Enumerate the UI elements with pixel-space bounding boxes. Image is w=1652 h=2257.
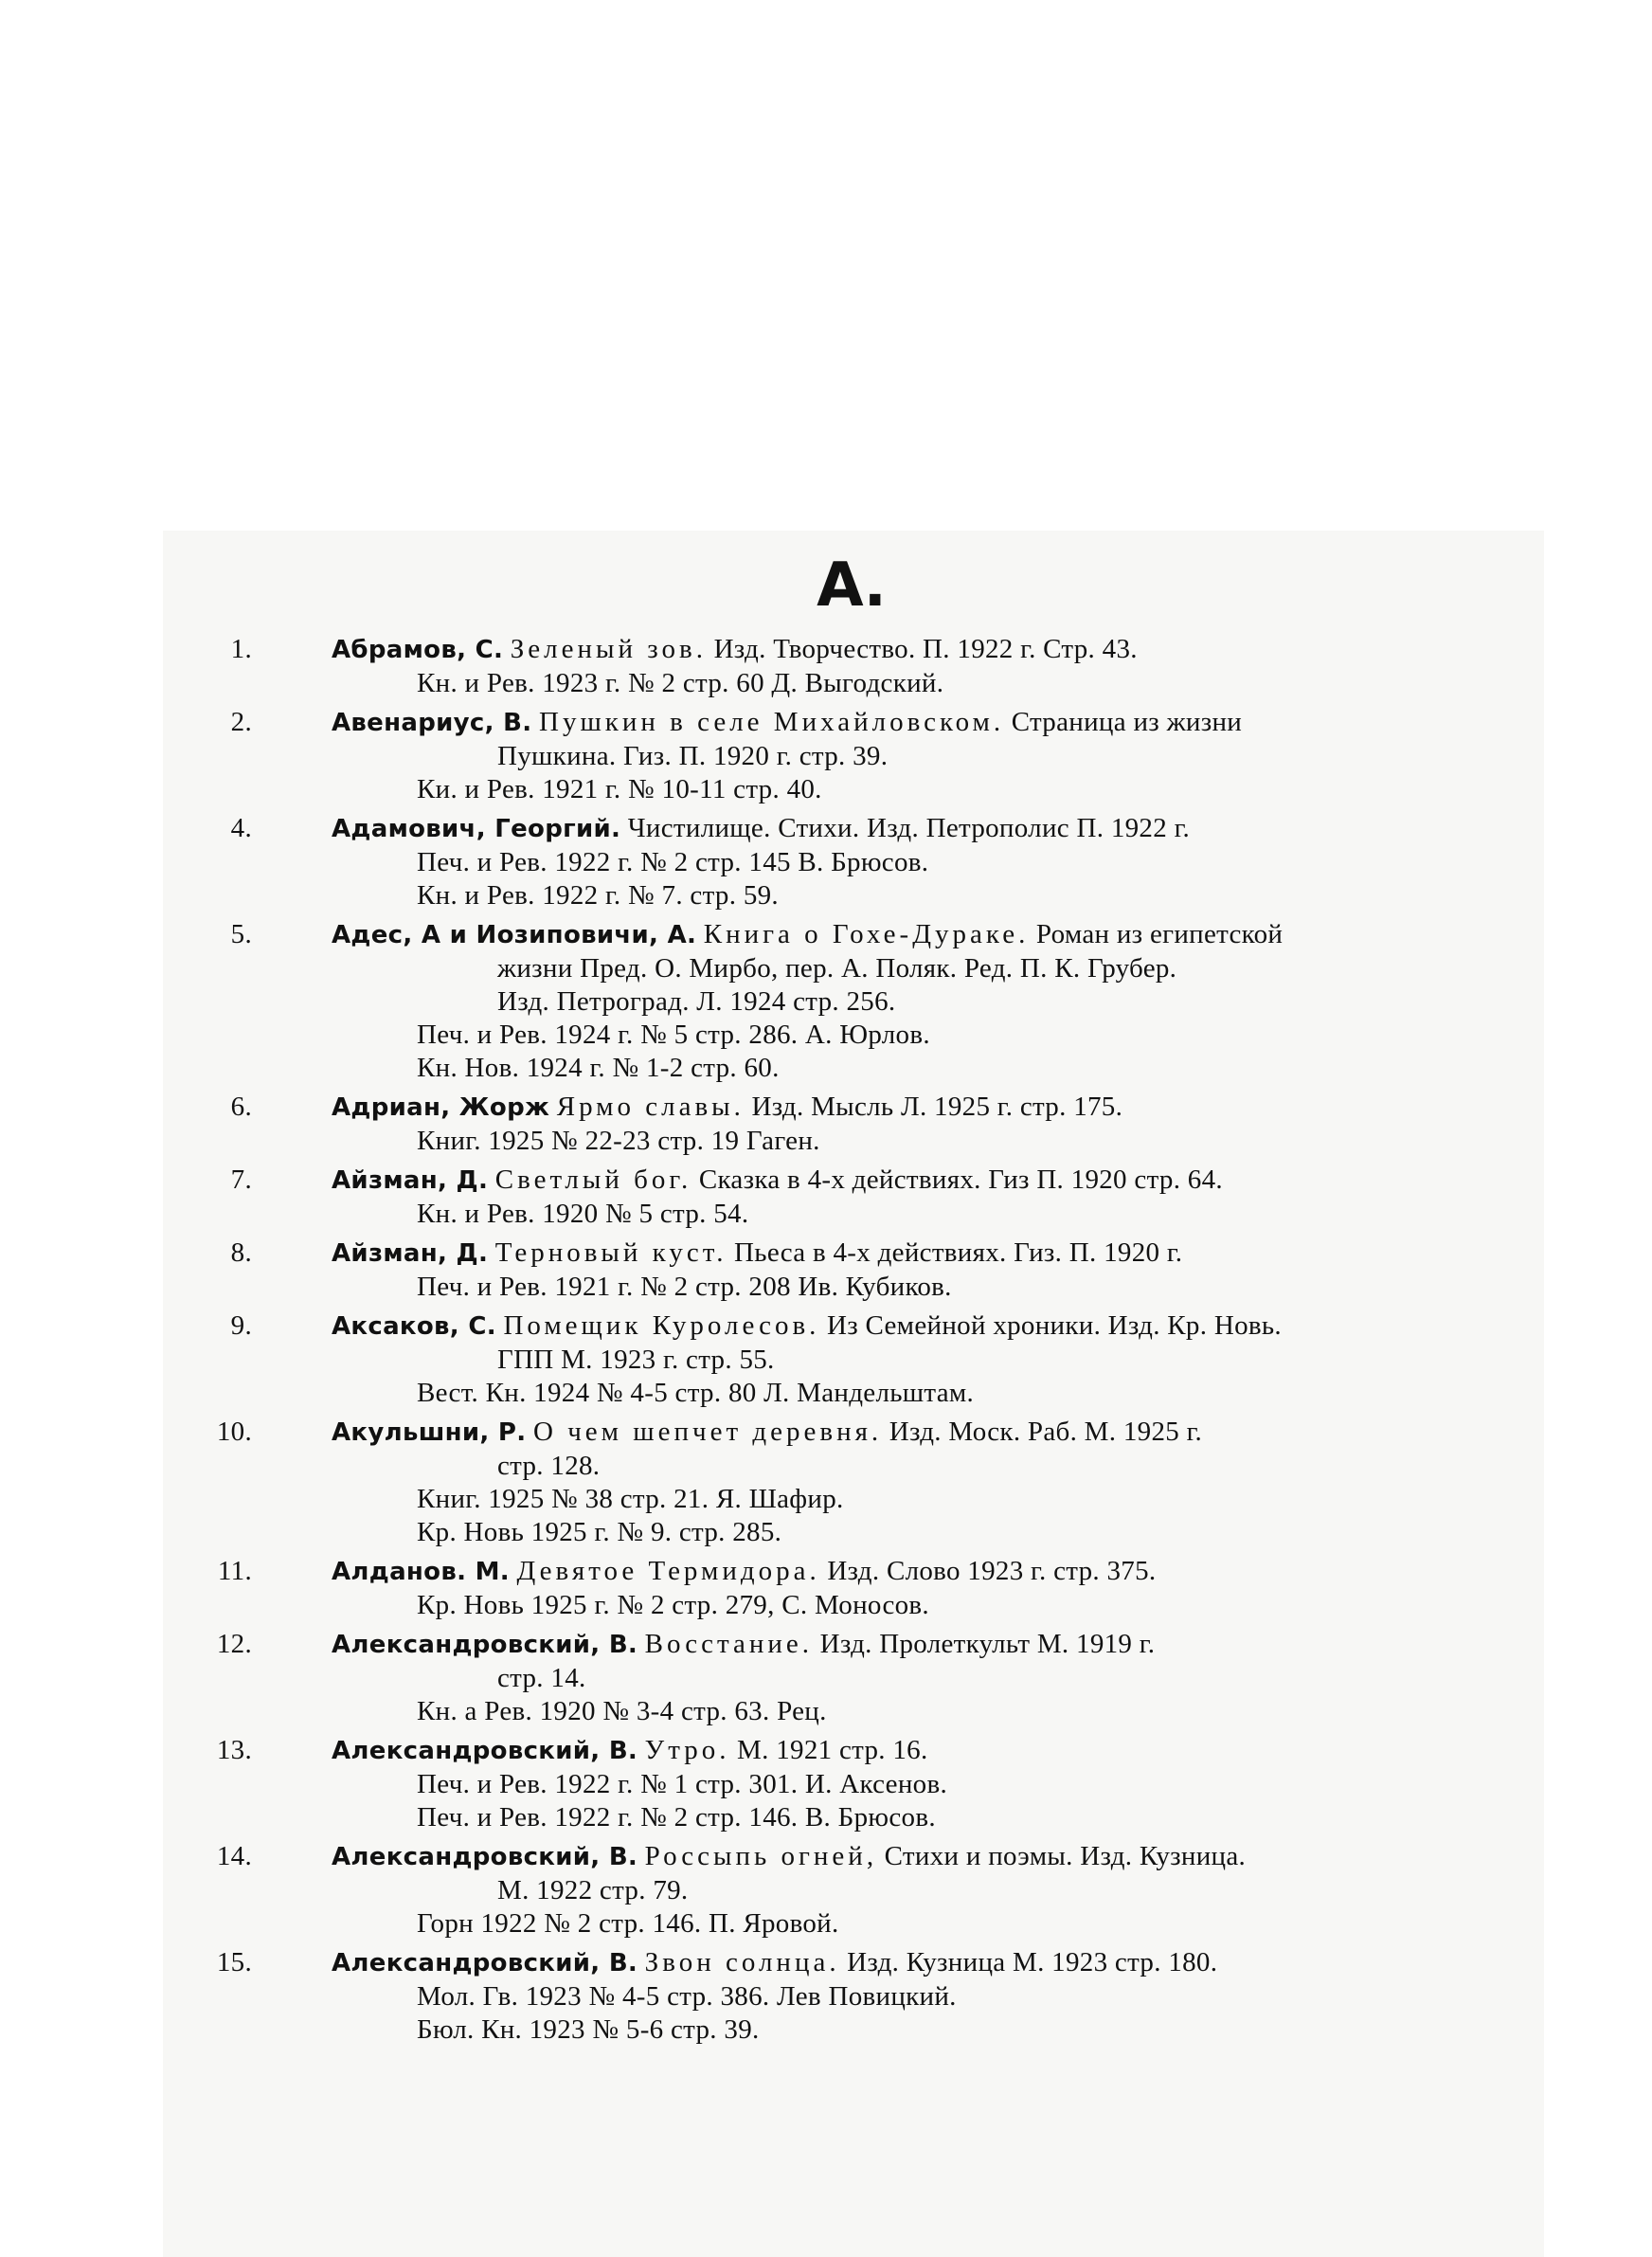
bibliography-entry (216, 1840, 1449, 1941)
entry-title: Книга о Гохе-Дураке. (703, 919, 1030, 949)
entry-continuation: жизни Пред. О. Мирбо, пер. А. Поляк. Ред. П. К. Грубер. (497, 953, 1177, 984)
entry-title: Ярмо славы. (556, 1092, 745, 1122)
entry-publication: Изд. Пролеткульт М. 1919 г. (819, 1629, 1156, 1659)
bibliography-entry (216, 1416, 1449, 1549)
entry-review: Печ. и Рев. 1922 г. № 1 стр. 301. И. Аксенов. (417, 1769, 948, 1799)
entry-publication: Сказка в 4-х действиях. Гиз П. 1920 стр. 64. (698, 1165, 1223, 1195)
entry-author: Александровский, В. (332, 1631, 638, 1659)
entry-number: 14. (216, 1841, 252, 1871)
entry-review: Кн. а Рев. 1920 № 3-4 стр. 63. Рец. (417, 1696, 827, 1726)
entry-review: Кн. Нов. 1924 г. № 1-2 стр. 60. (417, 1053, 780, 1083)
entry-number: 2. (230, 707, 252, 737)
entry-review: Кр. Новь 1925 г. № 9. стр. 285. (417, 1517, 782, 1547)
entry-title: Зеленый зов. (510, 634, 707, 664)
entry-author: Айзман, Д. (332, 1166, 489, 1195)
bibliography-entry (216, 1628, 1449, 1728)
entry-title: Восстание. (644, 1629, 814, 1659)
entry-main-line (230, 1237, 1449, 1271)
entry-main-line (217, 1555, 1449, 1589)
entry-author: Адриан, Жорж (332, 1093, 550, 1122)
entry-title: Утро. (644, 1735, 730, 1765)
entry-title: Помещик Куролесов. (503, 1310, 820, 1341)
entry-number: 1. (230, 634, 252, 664)
entry-publication: Роман из египетской (1035, 919, 1284, 949)
entry-number: 9. (230, 1310, 252, 1341)
entry-author: Абрамов, С. (332, 636, 504, 664)
entry-author: Алданов. М. (332, 1558, 510, 1586)
entry-title: Пушкин в селе Михайловском. (539, 707, 1005, 737)
entry-review: Вест. Кн. 1924 № 4-5 стр. 80 Л. Мандельштам. (417, 1378, 975, 1408)
entry-main-line (230, 1164, 1449, 1198)
entry-title: Девятое Термидора. (516, 1556, 820, 1586)
entry-review: Бюл. Кн. 1923 № 5-6 стр. 39. (417, 2014, 760, 2045)
entry-review: Горн 1922 № 2 стр. 146. П. Яровой. (417, 1908, 839, 1939)
entry-review: Печ. и Рев. 1922 г. № 2 стр. 145 В. Брюсов. (417, 847, 929, 877)
entry-main-line (230, 633, 1449, 667)
entry-number: 4. (230, 813, 252, 843)
entry-continuation: М. 1922 стр. 79. (497, 1875, 689, 1905)
bibliography-entry (230, 1237, 1449, 1304)
entry-publication: Изд. Моск. Раб. М. 1925 г. (889, 1417, 1203, 1447)
entry-review: Кн. и Рев. 1920 № 5 стр. 54. (417, 1199, 749, 1229)
entry-publication: Изд. Слово 1923 г. стр. 375. (827, 1556, 1157, 1586)
bibliography-entry (216, 1946, 1449, 2047)
entry-title: Звон солнца. (644, 1947, 840, 1977)
entry-author: Александровский, В. (332, 1843, 638, 1871)
entry-author: Адамович, Георгий. (332, 815, 621, 843)
bibliography-entry (217, 1555, 1449, 1622)
entry-continuation: Пушкина. Гиз. П. 1920 г. стр. 39. (497, 741, 889, 771)
bibliography-entry (230, 633, 1449, 700)
bibliography-entry (216, 1734, 1449, 1834)
entry-title: Светлый бог. (494, 1165, 692, 1195)
entries-list (216, 633, 1449, 2052)
entry-title: О чем шепчет деревня. (533, 1417, 883, 1447)
entry-review: Мол. Гв. 1923 № 4-5 стр. 386. Лев Повицкий. (417, 1981, 957, 2012)
entry-review: Печ. и Рев. 1921 г. № 2 стр. 208 Ив. Кубиков. (417, 1272, 952, 1302)
entry-number: 11. (217, 1556, 252, 1586)
entry-review: Ки. и Рев. 1921 г. № 10-11 стр. 40. (417, 774, 822, 804)
bibliography-entry (230, 706, 1449, 806)
entry-continuation: стр. 14. (497, 1663, 586, 1693)
entry-publication: М. 1921 стр. 16. (737, 1735, 928, 1765)
entry-continuation: Изд. Петроград. Л. 1924 стр. 256. (497, 986, 896, 1017)
entry-main-line (230, 1091, 1449, 1125)
entry-publication: Изд. Творчество. П. 1922 г. Стр. 43. (713, 634, 1138, 664)
entry-main-line (230, 1309, 1449, 1344)
entry-title: Россыпь огней, (644, 1841, 878, 1871)
entry-main-line (216, 1734, 1449, 1768)
bibliography-entry (230, 1091, 1449, 1158)
entry-continuation: стр. 128. (497, 1451, 601, 1481)
entry-number: 12. (216, 1629, 252, 1659)
entry-review: Книг. 1925 № 22-23 стр. 19 Гаген. (417, 1126, 820, 1156)
entry-author: Александровский, В. (332, 1737, 638, 1765)
entry-main-line (230, 918, 1449, 952)
entry-review: Кн. и Рев. 1923 г. № 2 стр. 60 Д. Выгодский. (417, 668, 944, 698)
section-letter: А. (817, 551, 887, 621)
entry-review: Печ. и Рев. 1924 г. № 5 стр. 286. А. Юрлов. (417, 1020, 930, 1050)
entry-number: 7. (230, 1165, 252, 1195)
bibliography-entry (230, 812, 1449, 912)
entry-number: 6. (230, 1092, 252, 1122)
entry-author: Авенариус, В. (332, 709, 532, 737)
bibliography-entry (230, 1164, 1449, 1231)
entry-author: Акульшни, Р. (332, 1418, 527, 1447)
bibliography-entry (230, 1309, 1449, 1410)
entry-title: Терновый куст. (494, 1237, 727, 1268)
entry-main-line (216, 1840, 1449, 1874)
entry-continuation: ГПП М. 1923 г. стр. 55. (497, 1345, 775, 1375)
entry-author: Аксаков, С. (332, 1312, 496, 1341)
entry-number: 8. (230, 1237, 252, 1268)
entry-publication: Изд. Кузница М. 1923 стр. 180. (847, 1947, 1218, 1977)
entry-review: Печ. и Рев. 1922 г. № 2 стр. 146. В. Брюсов. (417, 1802, 936, 1833)
entry-publication: Страница из жизни (1011, 707, 1243, 737)
entry-publication: Чистилище. Стихи. Изд. Петрополис П. 1922 г. (627, 813, 1191, 843)
entry-main-line (230, 812, 1449, 846)
entry-number: 15. (216, 1947, 252, 1977)
entry-main-line (216, 1416, 1449, 1450)
entry-publication: Стихи и поэмы. Изд. Кузница. (884, 1841, 1247, 1871)
entry-publication: Из Семейной хроники. Изд. Кр. Новь. (826, 1310, 1282, 1341)
entry-main-line (216, 1628, 1449, 1662)
entry-number: 13. (216, 1735, 252, 1765)
entry-publication: Пьеса в 4-х действиях. Гиз. П. 1920 г. (734, 1237, 1183, 1268)
entry-review: Кн. и Рев. 1922 г. № 7. стр. 59. (417, 880, 779, 911)
entry-review: Книг. 1925 № 38 стр. 21. Я. Шафир. (417, 1484, 844, 1514)
entry-main-line (230, 706, 1449, 740)
entry-number: 10. (216, 1417, 252, 1447)
entry-main-line (216, 1946, 1449, 1980)
bibliography-entry (230, 918, 1449, 1085)
entry-author: Адес, А и Иозиповичи, А. (332, 921, 697, 949)
entry-number: 5. (230, 919, 252, 949)
entry-author: Айзман, Д. (332, 1239, 489, 1268)
entry-review: Кр. Новь 1925 г. № 2 стр. 279, С. Моносов. (417, 1590, 929, 1620)
entry-publication: Изд. Мысль Л. 1925 г. стр. 175. (751, 1092, 1123, 1122)
entry-author: Александровский, В. (332, 1949, 638, 1977)
